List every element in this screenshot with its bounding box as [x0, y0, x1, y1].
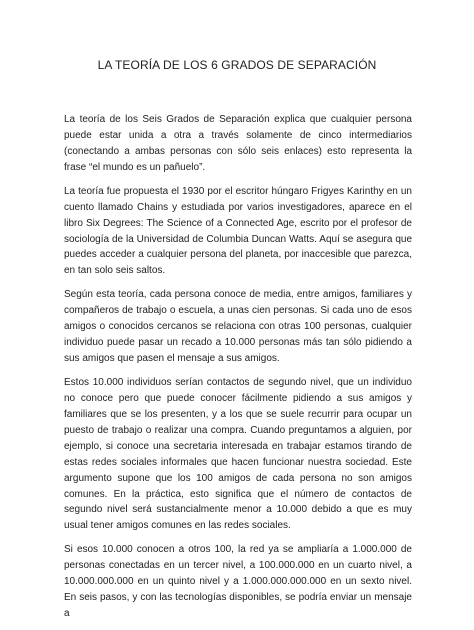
paragraph: Según esta teoría, cada persona conoce de media, entre amigos, familiares y compañeros de trabajo o escuela, a unas cien personas. Si cada uno de esos amigos o conocidos cercanos se relaciona con otras 100 personas, cualquier individuo puede pasar un recado a 10.000 personas más tan sólo pidiendo a sus amigos que pasen el mensaje a sus amigos. [64, 289, 412, 365]
paragraph: La teoría de los Seis Grados de Separación explica que cualquier persona puede estar unida a otra a través solamente de cinco intermediarios (conectando a ambas personas con sólo seis enlaces) esto representa la frase “el mundo es un pañuelo”. [64, 114, 412, 173]
paragraph: Estos 10.000 individuos serían contactos de segundo nivel, que un individuo no conoce pero que puede conocer fácilmente pidiendo a sus amigos y familiares que se los presenten, y a los que se suele recurrir para ocupar un puesto de trabajo o realizar una compra. Cuando preguntamos a alguien, por ejemplo, si conoce una secretaria interesada en trabajar estamos tirando de estas redes sociales informales que hacen funcionar nuestra sociedad. Este argumento supone que los 100 amigos de cada persona no son amigos comunes. En la práctica, esto significa que el número de contactos de segundo nivel será sustancialmente menor a 10.000 debido a que es muy usual tener amigos comunes en las redes sociales. [64, 377, 412, 532]
paragraph: La teoría fue propuesta el 1930 por el escritor húngaro Frigyes Karinthy en un cuento llamado Chains y estudiada por varios investigadores, aparece en el libro Six Degrees: The Science of a Connected Age, escrito por el profesor de sociología de la Universidad de Columbia Duncan Watts. Aquí se asegura que puedes acceder a cualquier persona del planeta, por inaccesible que parezca, en tan solo seis saltos. [64, 185, 412, 277]
document-body [64, 112, 412, 630]
paragraph: Si esos 10.000 conocen a otros 100, la red ya se ampliaría a 1.000.000 de personas conectadas en un tercer nivel, a 100.000.000 en un cuarto nivel, a 10.000.000.000 en un quinto nivel y a 1.000.000.000.000 en un sexto nivel. En seis pasos, y con las tecnologías disponibles, se podría enviar un mensaje a [64, 544, 412, 620]
page-title: LA TEORÍA DE LOS 6 GRADOS DE SEPARACIÓN [97, 58, 377, 72]
